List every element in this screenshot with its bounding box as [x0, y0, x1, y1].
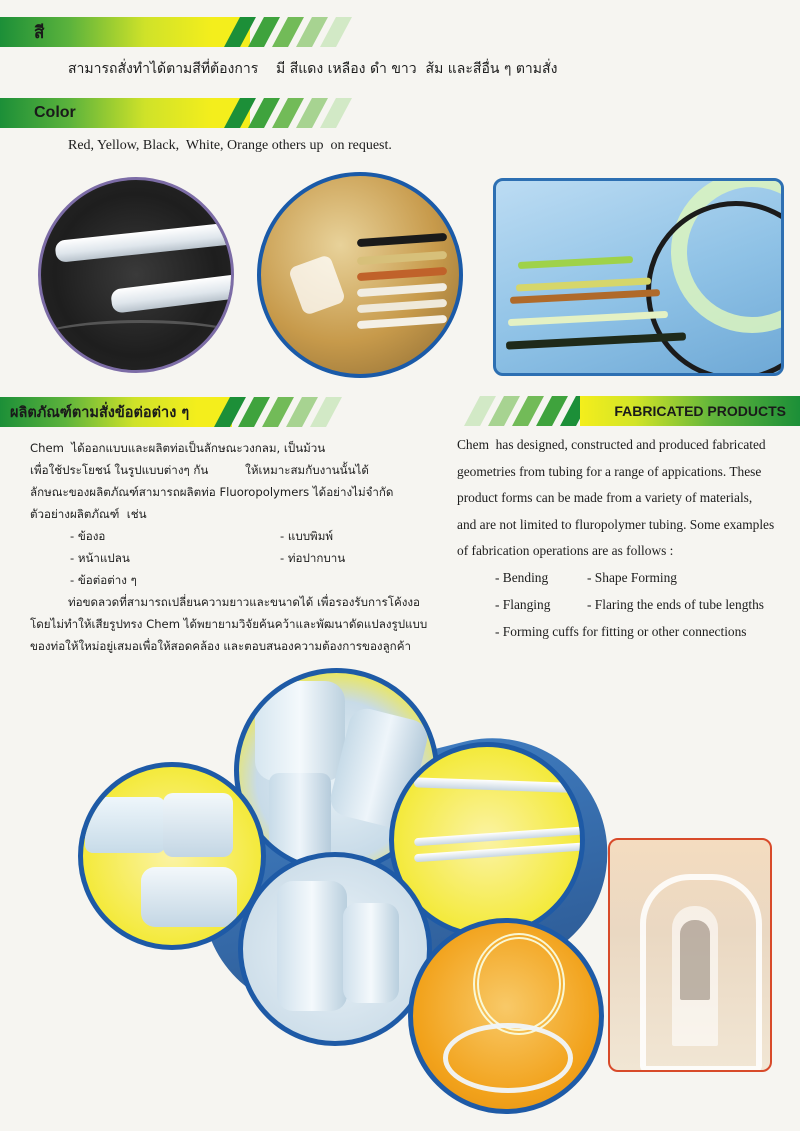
tube-decor	[518, 256, 633, 269]
tube-decor	[357, 267, 447, 281]
tube-decor	[357, 315, 447, 329]
thai-list-item: - ข้องอ	[70, 529, 106, 543]
english-list-item: - Flaring the ends of tube lengths	[587, 596, 765, 612]
tube-decor	[506, 332, 686, 349]
photo-fittings-bottom-circle	[238, 852, 432, 1046]
tube-decor	[414, 777, 585, 794]
color-thai-heading: สี	[34, 22, 45, 43]
tube-decor	[38, 320, 234, 363]
photo-fabricated-structure	[608, 838, 772, 1072]
color-english-heading: Color	[34, 104, 76, 121]
thai-line: โดยไม่ทำให้เสียรูปทรง Chem ได้พยายามวิจัยค้นคว้าและพัฒนาดัดแปลงรูปแบบ	[30, 617, 428, 631]
photo-coil-circle	[408, 918, 604, 1114]
tube-decor	[357, 283, 447, 297]
photo-tube-samples-rect	[493, 178, 784, 376]
english-line: geometries from tubing for a range of appications. These	[457, 463, 762, 479]
fitting-decor	[269, 773, 331, 863]
english-line: and are not limited to fluropolymer tubing. Some examples	[457, 516, 775, 532]
thai-line: ตัวอย่างผลิตภัณฑ์ เช่น	[30, 507, 147, 521]
english-list-item: - Forming cuffs for fitting or other connections	[495, 623, 747, 639]
coil-decor	[646, 201, 784, 376]
fitting-decor	[255, 681, 345, 781]
fabricated-english-heading: FABRICATED PRODUCTS	[614, 403, 786, 419]
fitting-decor	[343, 903, 399, 1003]
coil-decor	[473, 933, 565, 1035]
tube-decor	[357, 251, 447, 265]
tube-decor	[508, 311, 668, 326]
thai-list-item: - ข้อต่อต่าง ๆ	[70, 573, 137, 587]
tube-decor	[516, 277, 651, 291]
fitting-decor	[85, 797, 165, 853]
thai-list-item: - แบบพิมพ์	[280, 529, 333, 543]
color-english-header-bar	[0, 98, 250, 128]
photo-fittings-left-circle	[78, 762, 266, 950]
thai-list-item: - หน้าแปลน	[70, 551, 130, 565]
photo-colored-tubes-circle	[257, 172, 463, 378]
tube-decor	[357, 299, 447, 313]
structure-decor	[680, 920, 710, 1000]
fabricated-english-body	[457, 432, 792, 645]
english-line: Chem has designed, constructed and produced fabricated	[457, 437, 766, 452]
tube-decor	[110, 270, 234, 313]
color-thai-text: สามารถสั่งทำได้ตามสีที่ต้องการ มี สีแดง เหลือง ดำ ขาว ส้ม และสีอื่น ๆ ตามสั่ง	[68, 61, 558, 77]
fabricated-thai-body	[30, 437, 440, 657]
fabricated-thai-heading: ผลิตภัณฑ์ตามสั่งข้อต่อต่าง ๆ	[10, 404, 190, 421]
thai-list-item: - ท่อปากบาน	[280, 551, 346, 565]
fitting-decor	[163, 793, 233, 857]
thai-line: เพื่อใช้ประโยชน์ ในรูปแบบต่างๆ กัน ให้เหมาะสมกับงานนั้นได้	[30, 463, 369, 477]
english-line: of fabrication operations are as follows :	[457, 543, 674, 558]
fabricated-english-header-bar	[580, 396, 800, 426]
english-list-item: - Shape Forming	[587, 569, 678, 585]
tube-decor	[414, 824, 585, 847]
fitting-decor	[288, 254, 346, 316]
tube-decor	[510, 289, 660, 304]
thai-line: ลักษณะของผลิตภัณฑ์สามารถผลิตท่อ Fluoropolymers ได้อย่างไม่จำกัด	[30, 485, 394, 499]
english-line: product forms can be made from a variety of materials,	[457, 490, 753, 505]
tube-decor	[54, 219, 234, 263]
color-thai-header-bar	[0, 17, 250, 47]
photo-white-tubes-circle	[38, 177, 234, 373]
thai-line: ท่อขดลวดที่สามารถเปลี่ยนความยาวและขนาดได้ เพื่อรองรับการโค้งงอ	[68, 595, 420, 609]
fabricated-thai-header-bar	[0, 397, 232, 427]
english-list-item: - Bending	[495, 569, 549, 585]
fitting-decor	[141, 867, 237, 927]
tube-decor	[357, 233, 447, 247]
english-list-item: - Flanging	[495, 596, 551, 612]
thai-line: ของท่อให้ใหม่อยู่เสมอเพื่อให้สอดคล้อง และตอบสนองความต้องการของลูกค้า	[30, 639, 411, 653]
thai-line: Chem ได้ออกแบบและผลิตท่อเป็นลักษณะวงกลม, เป็นม้วน	[30, 441, 326, 455]
coil-decor	[443, 1023, 573, 1093]
fitting-decor	[277, 881, 347, 1011]
color-english-text: Red, Yellow, Black, White, Orange others up on request.	[68, 138, 392, 153]
